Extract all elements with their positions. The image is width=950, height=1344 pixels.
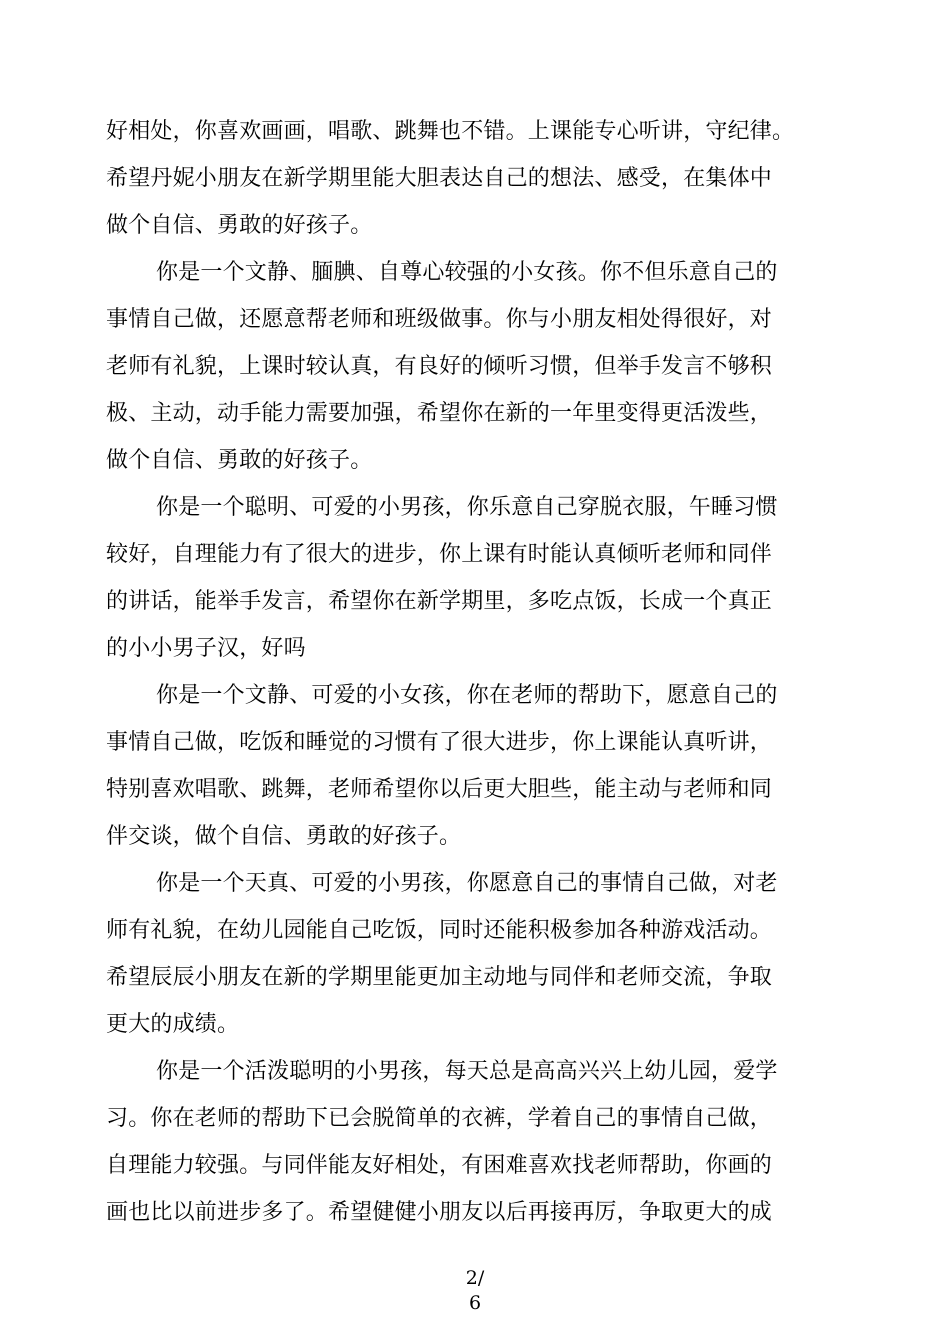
text-line: 老师有礼貌，上课时较认真，有良好的倾听习惯，但举手发言不够积 xyxy=(106,354,773,379)
text-line: 做个自信、勇敢的好孩子。 xyxy=(106,213,373,238)
text-line: 希望辰辰小朋友在新的学期里能更加主动地与同伴和老师交流，争取 xyxy=(106,965,773,990)
text-line: 较好，自理能力有了很大的进步，你上课有时能认真倾听老师和同伴 xyxy=(106,542,773,567)
text-line: 希望丹妮小朋友在新学期里能大胆表达自己的想法、感受，在集体中 xyxy=(106,166,773,191)
text-line: 做个自信、勇敢的好孩子。 xyxy=(106,448,373,473)
text-line: 师有礼貌，在幼儿园能自己吃饭，同时还能积极参加各种游戏活动。 xyxy=(106,918,773,943)
text-line: 自理能力较强。与同伴能友好相处，有困难喜欢找老师帮助，你画的 xyxy=(106,1153,773,1178)
text-line: 更大的成绩。 xyxy=(106,1012,240,1037)
page-number-current: 2/ xyxy=(465,1267,485,1289)
text-line: 画也比以前进步多了。希望健健小朋友以后再接再厉，争取更大的成 xyxy=(106,1200,773,1225)
text-line: 伴交谈，做个自信、勇敢的好孩子。 xyxy=(106,824,462,849)
text-line: 特别喜欢唱歌、跳舞，老师希望你以后更大胆些，能主动与老师和同 xyxy=(106,777,773,802)
text-line: 事情自己做，吃饭和睡觉的习惯有了很大进步，你上课能认真听讲， xyxy=(106,730,773,755)
text-line: 的讲话，能举手发言，希望你在新学期里，多吃点饭，长成一个真正 xyxy=(106,589,773,614)
paragraph-start-line: 你是一个文静、可爱的小女孩，你在老师的帮助下，愿意自己的 xyxy=(156,683,778,708)
text-line: 极、主动，动手能力需要加强，希望你在新的一年里变得更活泼些， xyxy=(106,401,773,426)
text-line: 的小小男子汉，好吗 xyxy=(106,636,306,661)
text-line: 习。你在老师的帮助下已会脱简单的衣裤，学着自己的事情自己做， xyxy=(106,1106,773,1131)
text-line: 事情自己做，还愿意帮老师和班级做事。你与小朋友相处得很好，对 xyxy=(106,307,773,332)
page-number-total: 6 xyxy=(468,1292,482,1314)
paragraph-start-line: 你是一个活泼聪明的小男孩，每天总是高高兴兴上幼儿园，爱学 xyxy=(156,1059,778,1084)
paragraph-start-line: 你是一个天真、可爱的小男孩，你愿意自己的事情自己做，对老 xyxy=(156,871,778,896)
paragraph-start-line: 你是一个聪明、可爱的小男孩，你乐意自己穿脱衣服，午睡习惯 xyxy=(156,495,778,520)
paragraph-start-line: 你是一个文静、腼腆、自尊心较强的小女孩。你不但乐意自己的 xyxy=(156,260,778,285)
text-line: 好相处，你喜欢画画，唱歌、跳舞也不错。上课能专心听讲，守纪律。 xyxy=(106,119,795,144)
